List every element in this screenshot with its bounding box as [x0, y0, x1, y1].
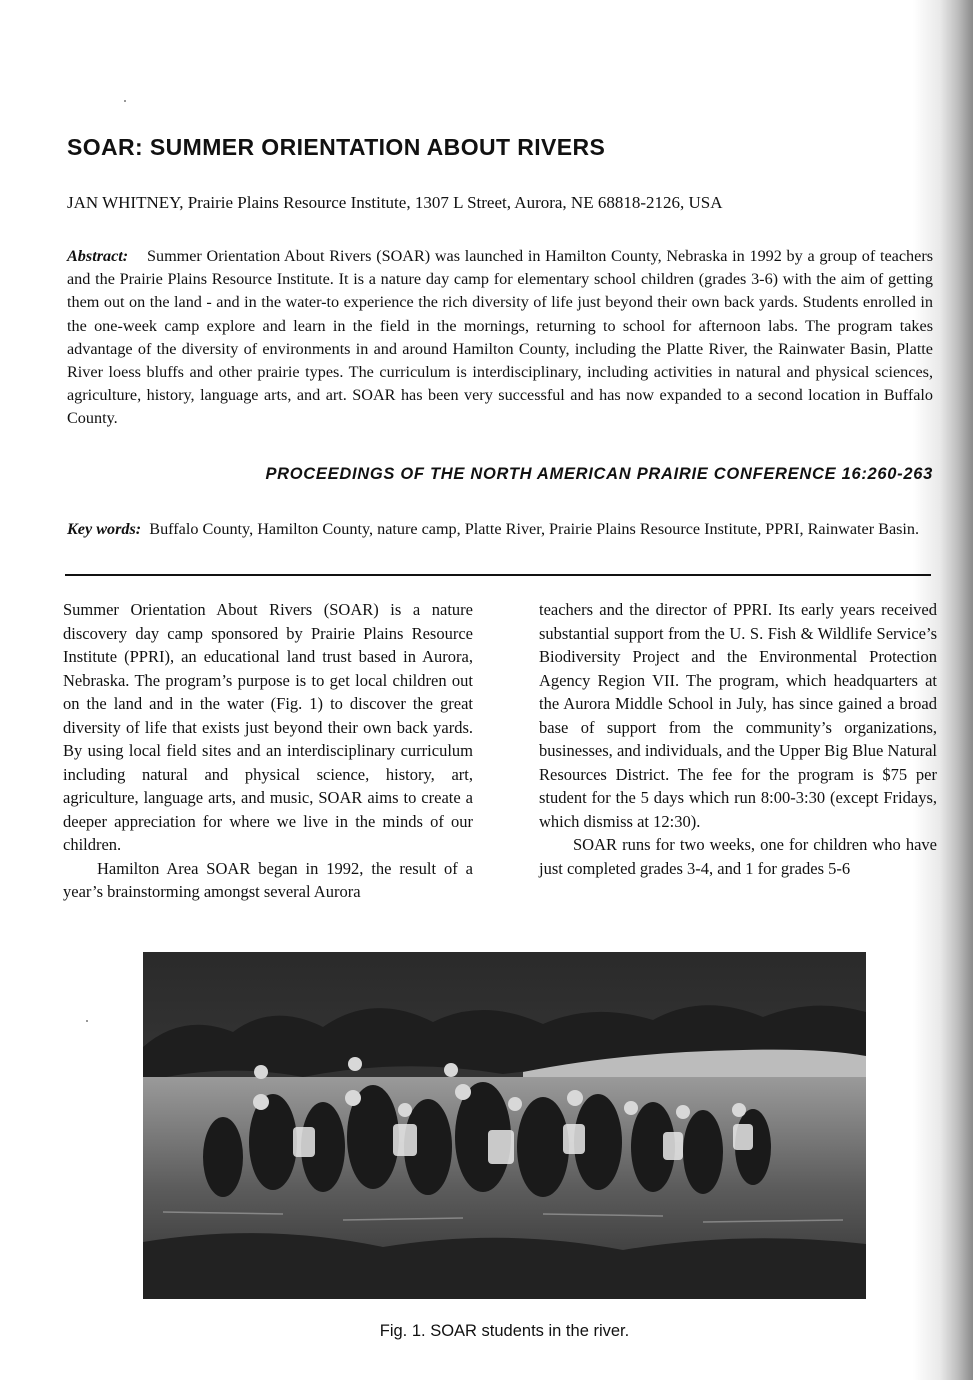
abstract-label: Abstract:: [67, 247, 129, 265]
river-photo: [143, 952, 866, 1299]
body-paragraph: Hamilton Area SOAR began in 1992, the result of a year’s brainstorming amongst several Aurora: [63, 858, 473, 901]
article-title: SOAR: SUMMER ORIENTATION ABOUT RIVERS: [67, 134, 606, 160]
keywords: [67, 517, 933, 541]
speck: [124, 100, 126, 102]
abstract-text: Summer Orientation About Rivers (SOAR) was launched in Hamilton County, Nebraska in 1992 by a group of teachers and the Prairie Plains Resource Institute. It is a nature day camp for elementary school children (grades 3-6) with the aim of getting them out on the land - and in the water-to experience the rich diversity of life just beyond their own back yards. Students enrolled in the one-week camp explore and learn in the field in the mornings, returning to school for afternoon labs. The program takes advantage of the diversity of environments in and around Hamilton County, including the Platte River, the Rainwater Basin, Platte River loess bluffs and other prairie types. The curriculum is interdisciplinary, including activities in natural and physical sciences, agriculture, history, language arts, and art. SOAR has been very successful and has now expanded to a second location in Buffalo County.: [67, 247, 934, 428]
author-affiliation: JAN WHITNEY, Prairie Plains Resource Institute, 1307 L Street, Aurora, NE 68818-2126, USA: [67, 193, 723, 212]
body-paragraph: teachers and the director of PPRI. Its early years received substantial support from the U. S. Fish & Wildlife Service’s Biodiversity Project and the Environmental Protection Agency Region VII. The program, which headquarters at the Aurora Middle School in July, has since gained a broad base of support from the community’s organizations, businesses, and individuals, and the Upper Big Blue Natural Resources District. The fee for the program is $75 per student for the 5 days which run 8:00-3:30 (except Fridays, which dismiss at 12:30).: [539, 600, 937, 831]
section-divider: [65, 574, 931, 576]
body-paragraph: SOAR runs for two weeks, one for children who have just completed grades 3-4, and 1 for grades 5-6: [539, 835, 937, 878]
keywords-text: Buffalo County, Hamilton County, nature camp, Platte River, Prairie Plains Resource Institute, PPRI, Rainwater Basin.: [149, 520, 920, 538]
river-photo-illustration: [143, 952, 866, 1299]
keywords-label: Key words:: [67, 520, 142, 538]
abstract: [67, 245, 933, 431]
body-paragraph: Summer Orientation About Rivers (SOAR) is a nature discovery day camp sponsored by Prairie Plains Resource Institute (PPRI), an educational land trust based in Aurora, Nebraska. The program’s purpose is to get local children out on the land and in the water (Fig. 1) to discover the great diversity of life that exists just beyond their own back yards. By using local field sites and an interdisciplinary curriculum including natural and physical science, history, art, agriculture, language arts, and music, SOAR aims to create a deeper appreciation for where we live in the minds of our children.: [63, 600, 473, 854]
speck: [86, 1020, 88, 1022]
body-column-right: [539, 598, 937, 880]
proceedings-citation: PROCEEDINGS OF THE NORTH AMERICAN PRAIRIE CONFERENCE 16:260-263: [265, 465, 933, 483]
body-column-left: [63, 598, 473, 904]
figure-caption: Fig. 1. SOAR students in the river.: [379, 1322, 630, 1340]
